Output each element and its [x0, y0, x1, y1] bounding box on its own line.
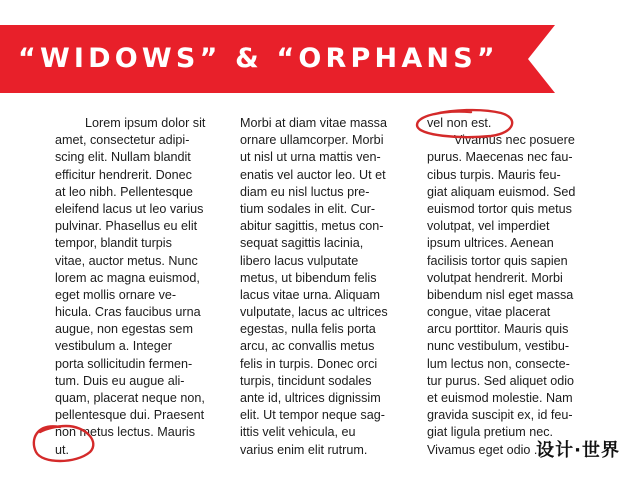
text-line: lacus vitae urna. Aliquam [240, 287, 381, 302]
orphan-circle-annotation [26, 420, 98, 466]
text-line: elit. Ut tempor neque sag- [240, 408, 385, 423]
title-banner [0, 25, 555, 93]
text-line: ittis velit vehicula, eu [240, 425, 356, 440]
text-line: metus, ut bibendum felis [240, 270, 377, 285]
text-line: Lorem ipsum dolor sit [85, 116, 206, 130]
text-line: augue, non egestas sem [55, 322, 193, 337]
text-line: cibus turpis. Mauris feu- [427, 167, 561, 182]
text-line: pellentesque dui. Praesent [55, 408, 205, 423]
text-line: nunc vestibulum, vestibu- [427, 339, 570, 354]
text-line: ornare ullamcorper. Morbi [240, 133, 384, 148]
text-line: facilisis tortor quis sapien [427, 253, 568, 268]
text-line: non metus lectus. Mauris [55, 425, 195, 440]
text-line: lum lectus non, consecte- [427, 356, 570, 371]
text-line: egestas, nulla felis porta [240, 322, 376, 337]
text-line: lorem ac magna euismod, [55, 270, 200, 285]
text-line: arcu, ac convallis metus [240, 339, 375, 354]
text-line: ante id, ultrices dignissim [240, 391, 381, 405]
text-line: libero lacus vulputate [240, 253, 359, 268]
text-line: amet, consectetur adipi- [55, 133, 190, 148]
widow-circle-annotation [411, 106, 521, 142]
text-line: felis in turpis. Donec orci [240, 356, 378, 371]
text-line: tium sodales in elit. Cur- [240, 201, 376, 216]
text-line: abitur sagittis, metus con- [240, 219, 384, 234]
text-line: tempor, blandit turpis [55, 236, 172, 251]
text-line: et euismod molestie. Nam [427, 391, 573, 405]
text-line: bibendum nisl eget massa [427, 287, 574, 302]
text-line: at leo nibh. Pellentesque [55, 184, 193, 199]
banner-title: “WIDOWS” & “ORPHANS” [18, 43, 499, 74]
text-line: hicula. Cras faucibus urna [55, 305, 201, 320]
text-line: purus. Maecenas nec fau- [427, 150, 573, 165]
text-line: giat aliquam euismod. Sed [427, 184, 576, 199]
text-line: porta sollicitudin fermen- [55, 356, 193, 371]
text-line: volutpat, vel imperdiet [427, 219, 550, 234]
text-line: tur purus. Sed aliquet odio [427, 373, 575, 388]
text-line: vel non est. [427, 116, 492, 130]
text-column-1 [55, 115, 205, 459]
text-line: Vivamus eget odio ... [427, 442, 545, 457]
text-column-3 [427, 115, 575, 459]
text-line: sequat sagittis lacinia, [240, 236, 364, 251]
text-line: diam eu nisl luctus pre- [240, 184, 370, 199]
text-line: pulvinar. Phasellus eu elit [55, 219, 198, 234]
text-line: Morbi at diam vitae massa [240, 116, 387, 130]
text-line: volutpat hendrerit. Morbi [427, 270, 563, 285]
text-line: scing elit. Nullam blandit [55, 150, 191, 165]
text-line: eleifend lacus ut leo varius [55, 201, 204, 216]
text-line: Vivamus nec posuere [454, 133, 575, 148]
text-line: ut. [55, 442, 70, 457]
text-line: tum. Duis eu augue ali- [55, 373, 185, 388]
text-line: ipsum ultrices. Aenean [427, 236, 554, 251]
text-line: varius enim elit rutrum. [240, 442, 368, 457]
text-line: enatis vel auctor leo. Ut et [240, 167, 386, 182]
text-line: arcu porttitor. Mauris quis [427, 322, 569, 337]
watermark-logo: 设计·世界 [536, 440, 620, 461]
text-line: ut nisl ut urna mattis ven- [240, 150, 381, 165]
text-line: efficitur hendrerit. Donec [55, 167, 192, 182]
text-line: vulputate, lacus ac ultrices [240, 305, 388, 320]
text-line: giat ligula pretium nec. [427, 425, 554, 440]
text-line: congue, vitae placerat [427, 305, 551, 320]
text-line: quam, placerat neque non, [55, 391, 205, 405]
text-line: eget mollis ornare ve- [55, 287, 177, 302]
text-line: vitae, auctor metus. Nunc [55, 253, 198, 268]
text-line: vestibulum a. Integer [55, 339, 172, 354]
text-line: turpis, tincidunt sodales [240, 373, 372, 388]
text-line: euismod tortor quis metus [427, 201, 572, 216]
text-line: gravida suscipit ex, id feu- [427, 408, 573, 423]
text-column-2 [240, 115, 388, 459]
